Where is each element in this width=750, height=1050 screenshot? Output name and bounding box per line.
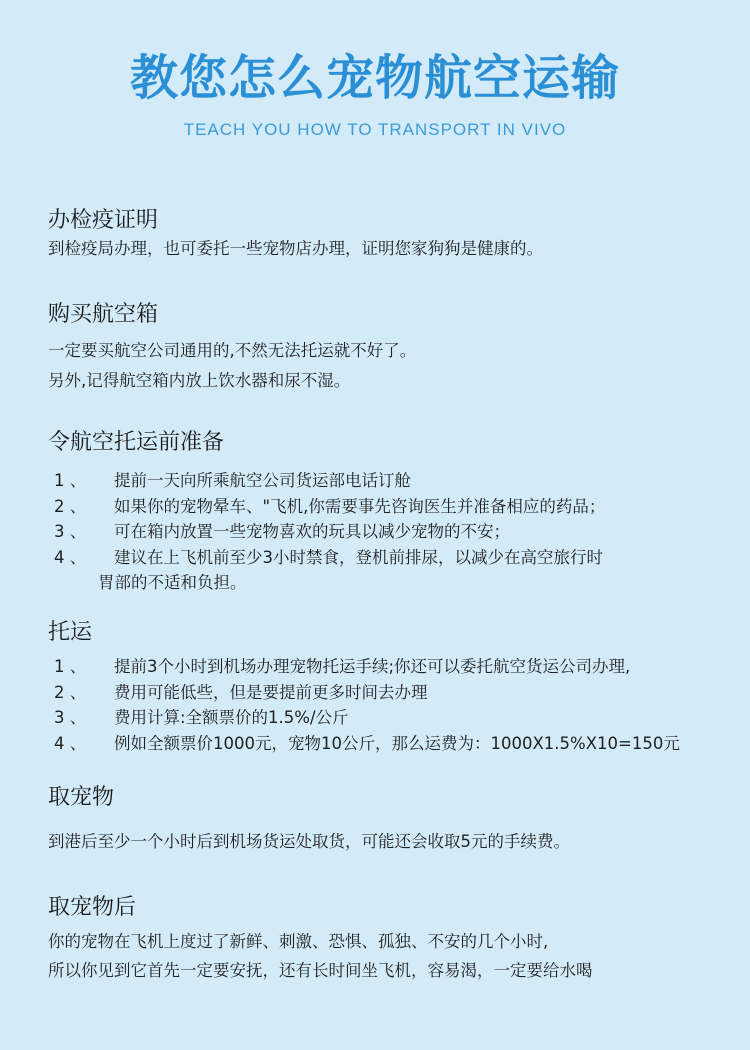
- list-item: [48, 705, 738, 731]
- item-text: 费用计算:全额票价的1.5%/公斤: [114, 708, 349, 727]
- item-text: 费用可能低些，但是要提前更多时间去办理: [114, 682, 428, 702]
- section-after-pickup: [48, 893, 738, 983]
- item-number: 2 、: [54, 682, 87, 702]
- item-number: 4 、: [54, 733, 87, 753]
- item-number: 1 、: [54, 471, 87, 490]
- section-pickup: [48, 783, 738, 854]
- item-text: 建议在上飞机前至少3小时禁食，登机前排尿，以减少在高空旅行时: [114, 547, 603, 567]
- section-text: 到检疫局办理，也可委托一些宠物店办理，证明您家狗狗是健康的。: [48, 239, 543, 258]
- section-heading: 托运: [48, 620, 93, 645]
- section-preparation: [48, 428, 738, 595]
- list-item: [48, 731, 738, 757]
- list-item: [48, 680, 738, 706]
- section-heading: 购买航空箱: [48, 302, 159, 327]
- page-title: 教您怎么宠物航空运输: [129, 50, 620, 106]
- item-number: 1 、: [54, 657, 87, 676]
- section-quarantine: [48, 206, 738, 261]
- section-text: 到港后至少一个小时后到机场货运处取货，可能还会收取5元的手续费。: [48, 832, 570, 851]
- section-heading: 取宠物: [48, 785, 115, 810]
- item-continuation: 胃部的不适和负担。: [98, 573, 247, 592]
- section-buy-crate: [48, 300, 738, 393]
- section-text: 一定要买航空公司通用的,不然无法托运就不好了。: [48, 341, 417, 360]
- item-number: 2 、: [54, 496, 87, 516]
- section-heading: 办检疫证明: [48, 208, 159, 233]
- item-text: 提前一天向所乘航空公司货运部电话订舱: [114, 471, 411, 490]
- item-text: 例如全额票价1000元，宠物10公斤，那么运费为：1000X1.5%X10=150元: [114, 733, 680, 753]
- list-item: [48, 654, 738, 680]
- page-subtitle: TEACH YOU HOW TO TRANSPORT IN VIVO: [183, 120, 567, 139]
- item-text: 可在箱内放置一些宠物喜欢的玩具以减少宠物的不安；: [114, 522, 510, 541]
- item-text: 如果你的宠物晕车、"飞机,你需要事先咨询医生并准备相应的药品；: [114, 496, 606, 516]
- item-number: 3 、: [54, 522, 87, 541]
- item-text: 提前3个小时到机场办理宠物托运手续;你还可以委托航空货运公司办理,: [114, 657, 631, 676]
- section-consign: [48, 618, 738, 756]
- section-text: 另外,记得航空箱内放上饮水器和尿不湿。: [48, 371, 351, 390]
- item-number: 3 、: [54, 708, 87, 727]
- list-item: [48, 519, 738, 545]
- list-item: [48, 468, 738, 494]
- section-heading: 令航空托运前准备: [48, 430, 225, 455]
- section-heading: 取宠物后: [48, 895, 137, 920]
- section-text: 你的宠物在飞机上度过了新鲜、刺激、恐惧、孤独、不安的几个小时,: [48, 932, 549, 951]
- list-item: [48, 545, 738, 571]
- section-text: 所以你见到它首先一定要安抚，还有长时间坐飞机，容易渴，一定要给水喝: [48, 961, 593, 980]
- list-item: [48, 494, 738, 520]
- item-number: 4 、: [54, 547, 87, 567]
